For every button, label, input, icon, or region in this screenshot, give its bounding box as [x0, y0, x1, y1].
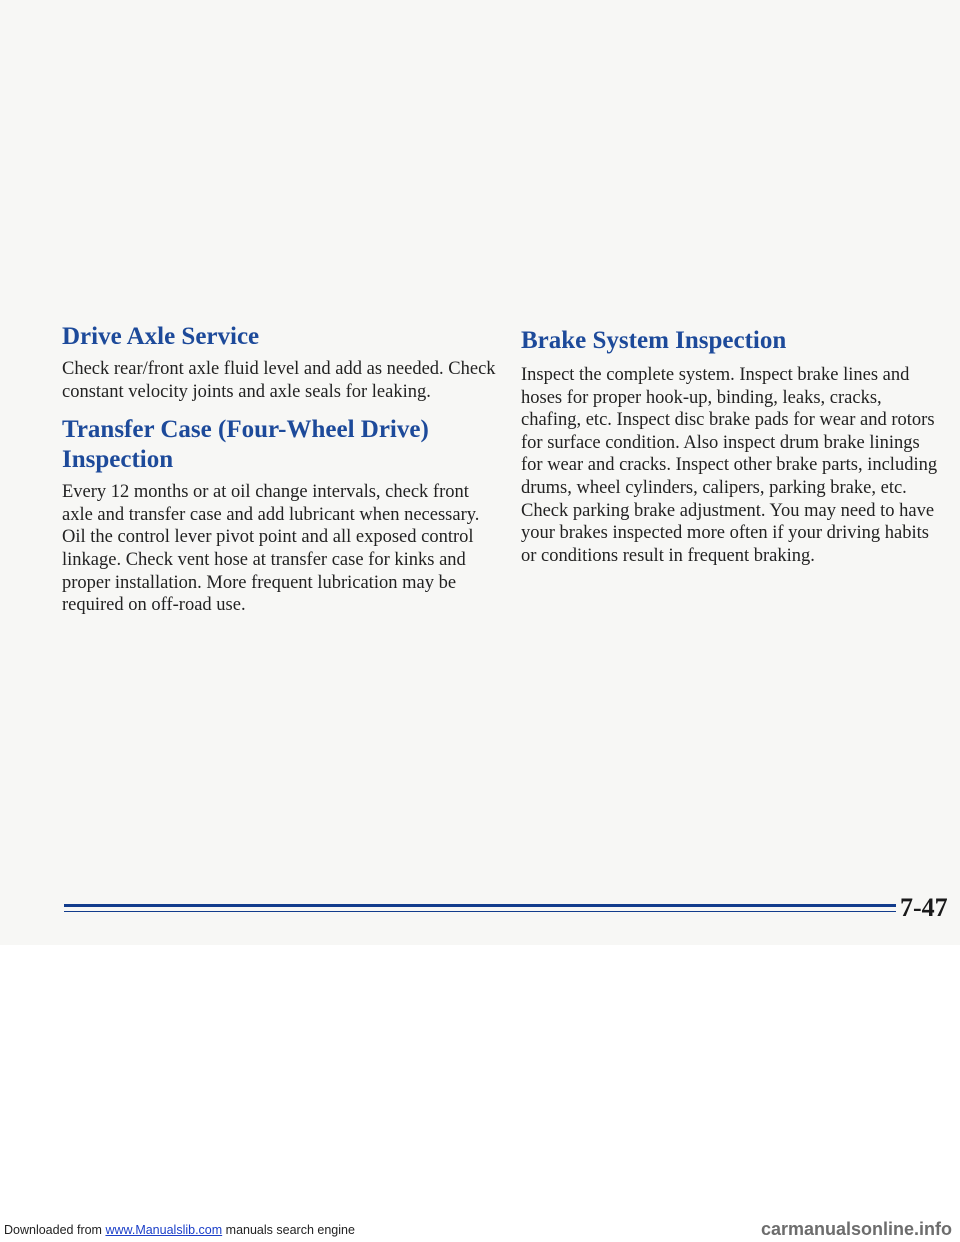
left-column	[62, 322, 502, 629]
section-drive-axle-service	[62, 322, 502, 403]
section-heading: Drive Axle Service	[62, 323, 260, 350]
section-body: Inspect the complete system. Inspect brake lines and hoses for proper hook-up, binding, leaks, cracks, chafing, etc. Inspect disc brake pads for wear and rotors for surface condition. Also inspect drum brake linings for wear and cracks. Inspect other brake parts, including drums, wheel cylinders, calipers, parking brake, etc. Check parking brake adjustment. You may need to have your brakes inspected more often if your driving habits or conditions result in frequent braking.	[521, 365, 938, 566]
footer-rule	[64, 904, 940, 907]
right-column	[521, 326, 941, 579]
footer-suffix: manuals search engine	[225, 1223, 355, 1237]
footer-prefix: Downloaded from	[4, 1223, 102, 1237]
page-number: 7-47	[896, 893, 948, 923]
section-transfer-case-inspection	[62, 415, 502, 617]
manualslib-link[interactable]: www.Manualslib.com	[105, 1223, 223, 1237]
footer-rule-thin	[64, 911, 940, 912]
section-body: Check rear/front axle fluid level and add as needed. Check constant velocity joints and axle seals for leaking.	[62, 359, 496, 402]
watermark: carmanualsonline.info	[760, 1219, 952, 1239]
section-body: Every 12 months or at oil change intervals, check front axle and transfer case and add lubricant when necessary. Oil the control lever pivot point and all exposed control linkage. Check vent hose at transfer case for kinks and proper installation. More frequent lubrication may be required on off-road use.	[62, 482, 480, 616]
download-footer	[0, 1219, 960, 1242]
section-brake-system-inspection	[521, 326, 941, 567]
footer-source	[4, 1223, 355, 1237]
section-heading: Brake System Inspection	[521, 327, 787, 354]
section-heading: Transfer Case (Four-Wheel Drive) Inspection	[62, 416, 429, 474]
